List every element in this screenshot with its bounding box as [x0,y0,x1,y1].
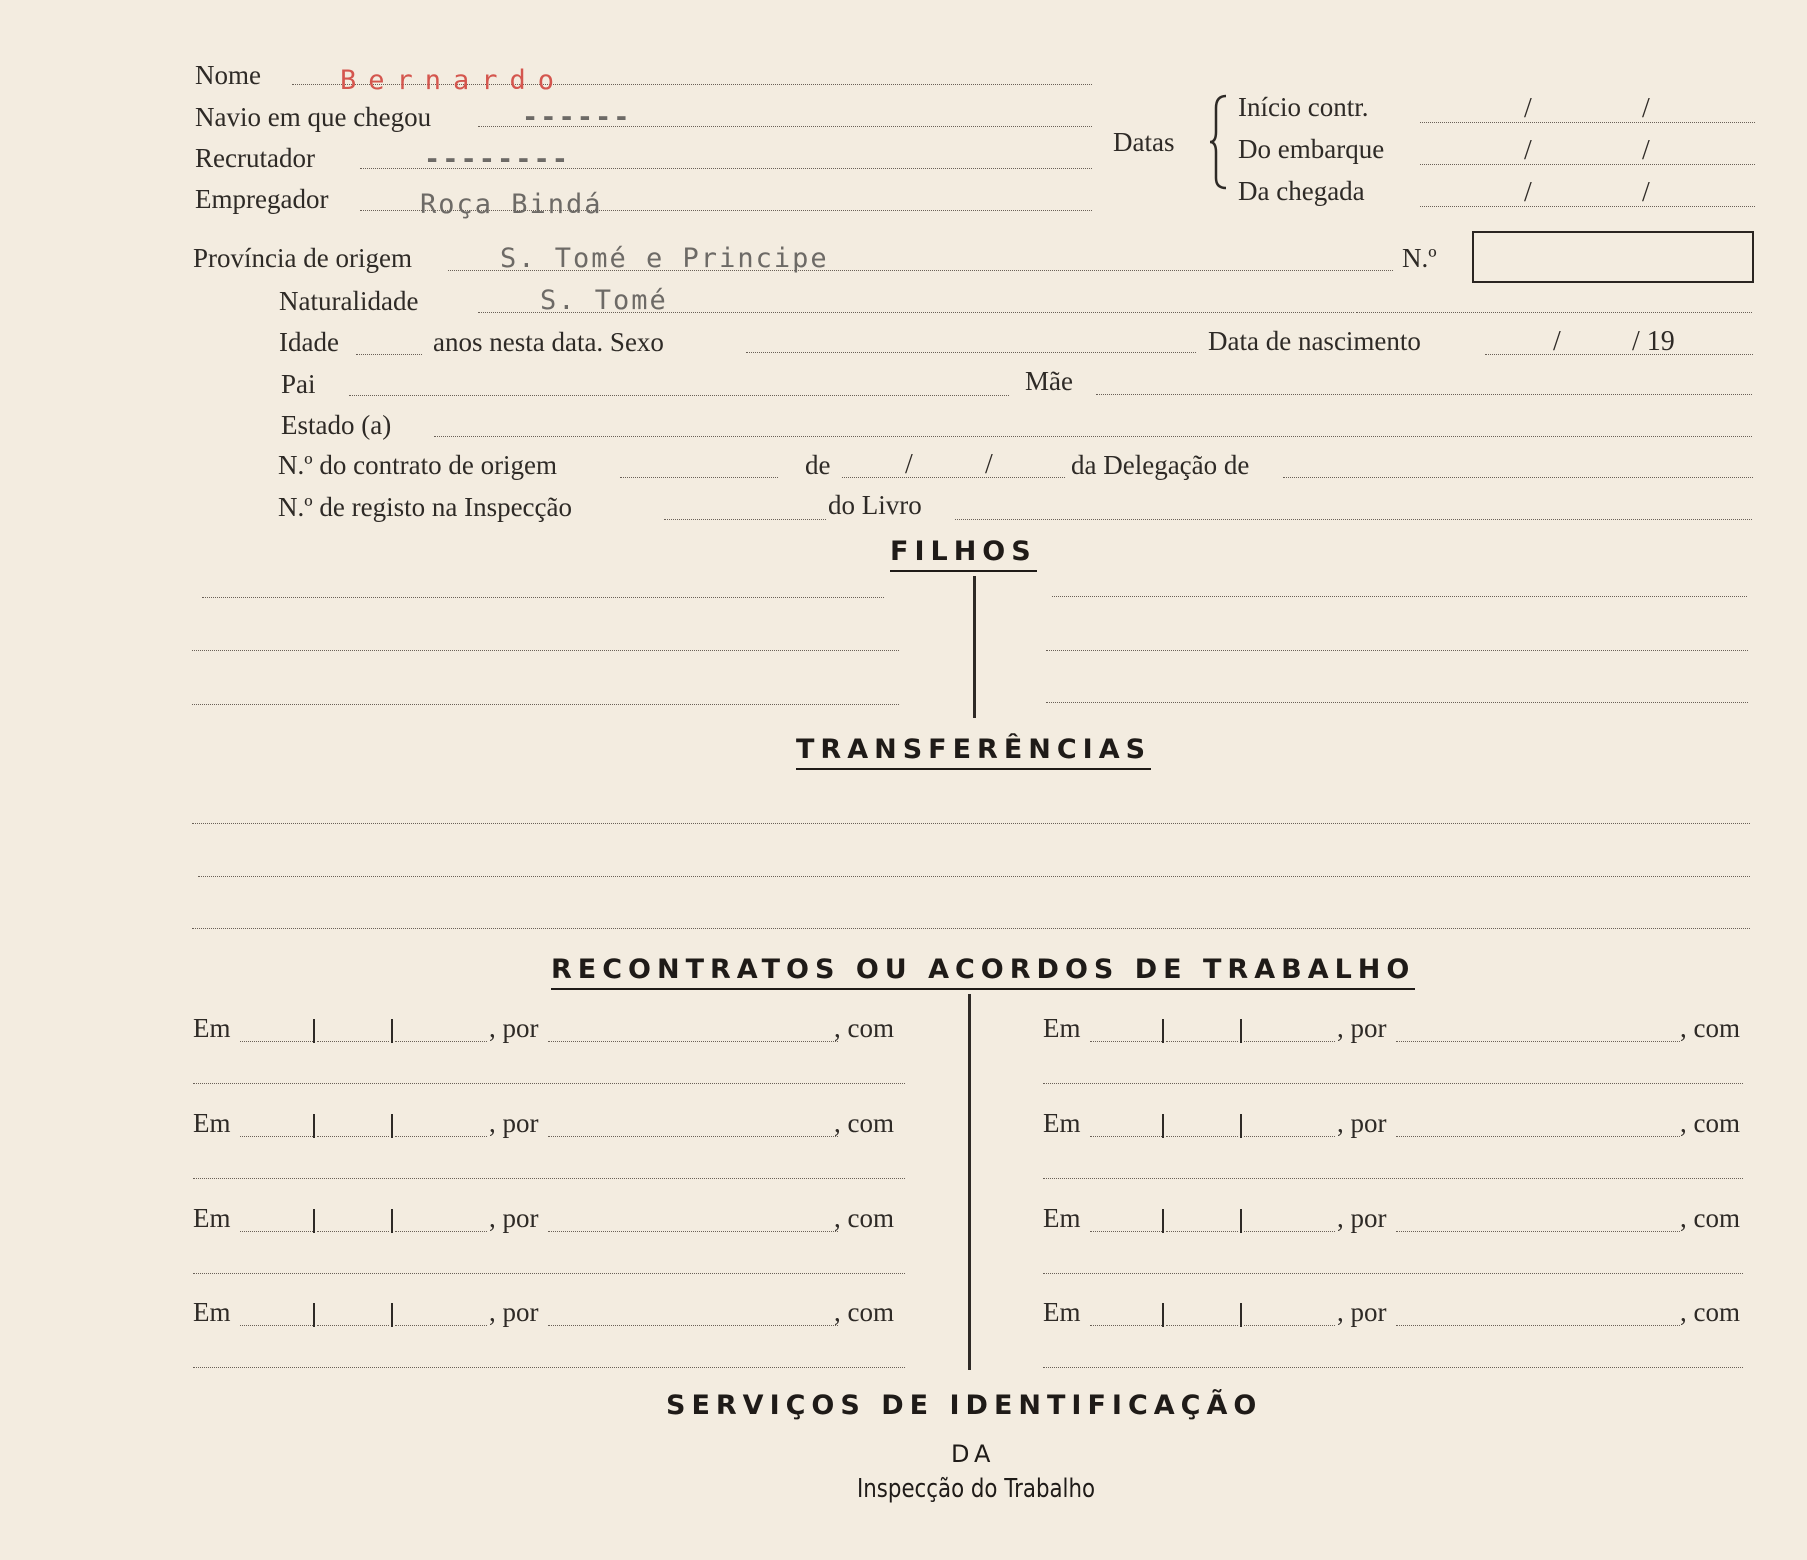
recontrato-year-line[interactable] [1244,1136,1335,1137]
recontrato-separator [1162,1209,1164,1233]
recontrato-com-label: , com [1680,1203,1740,1233]
recontrato-por-line[interactable] [1396,1325,1680,1326]
transferencias-heading: TRANSFERÊNCIAS [796,734,1151,770]
pai-line[interactable] [349,395,1009,396]
recontrato-year-line[interactable] [395,1136,487,1137]
recontrato-com-line[interactable] [1043,1083,1743,1084]
livro-line[interactable] [955,519,1752,520]
navio-label: Navio em que chegou [195,102,432,132]
recontrato-com-label: , com [1680,1108,1740,1138]
footer-inspeccao: Inspecção do Trabalho [857,1474,1096,1504]
recontrato-year-line[interactable] [395,1041,487,1042]
recontrato-com-line[interactable] [1043,1367,1743,1368]
recontrato-com-line[interactable] [193,1083,905,1084]
inicio-contr-line[interactable] [1420,122,1755,123]
recontrato-com-label: , com [1680,1297,1740,1327]
do-embarque-line[interactable] [1420,164,1755,165]
estado-label: Estado (a) [281,410,392,440]
date-slash: / [1642,93,1650,124]
recontrato-por-line[interactable] [548,1041,838,1042]
date-slash: / [1524,135,1532,166]
recontrato-por-label: , por [489,1297,539,1327]
transferencias-line[interactable] [198,876,1750,877]
recontrato-day-line[interactable] [240,1041,313,1042]
delegacao-line[interactable] [1283,477,1753,478]
recontrato-por-label: , por [1337,1297,1387,1327]
data-nascimento-line[interactable] [1485,354,1753,355]
recontrato-year-line[interactable] [395,1231,487,1232]
recontrato-separator [313,1019,315,1043]
recontrato-por-label: , por [489,1203,539,1233]
recontrato-separator [391,1114,393,1138]
recontrato-month-line[interactable] [317,1041,389,1042]
inicio-contr-label: Início contr. [1238,92,1369,122]
recontrato-em-label: Em [1043,1013,1081,1043]
recrutador-label: Recrutador [195,143,315,173]
date-slash: / [905,449,913,480]
recontrato-por-label: , por [489,1013,539,1043]
estado-line[interactable] [434,436,1752,437]
recontrato-em-label: Em [193,1203,231,1233]
recontrato-com-label: , com [834,1013,894,1043]
recontrato-com-label: , com [834,1203,894,1233]
provincia-value: S. Tomé e Principe [500,243,829,274]
naturalidade-line-ext[interactable] [1356,312,1752,313]
recontrato-month-line[interactable] [1166,1041,1238,1042]
empregador-value: Roça Bindá [420,189,603,220]
do-embarque-label: Do embarque [1238,134,1385,164]
recontrato-por-line[interactable] [1396,1231,1680,1232]
recontratos-heading: RECONTRATOS OU ACORDOS DE TRABALHO [551,954,1415,990]
filhos-line[interactable] [202,597,884,598]
recontrato-em-label: Em [1043,1297,1081,1327]
recontrato-por-label: , por [1337,1108,1387,1138]
recontrato-month-line[interactable] [1166,1231,1238,1232]
nome-label: Nome [195,60,261,90]
filhos-heading: FILHOS [890,536,1037,572]
transferencias-line[interactable] [192,823,1750,824]
recontrato-separator [1240,1209,1242,1233]
filhos-line[interactable] [1046,650,1748,651]
recontrato-day-line[interactable] [240,1231,313,1232]
idade-label: Idade [279,327,339,357]
filhos-line[interactable] [1052,596,1747,597]
recontrato-separator [1162,1303,1164,1327]
mae-line[interactable] [1096,394,1752,395]
navio-value: ------ [522,102,632,133]
recontrato-com-line[interactable] [193,1273,905,1274]
recontrato-month-line[interactable] [317,1231,389,1232]
filhos-line[interactable] [192,704,899,705]
date-slash: / [1642,135,1650,166]
recontrato-separator [1162,1019,1164,1043]
provincia-label: Província de origem [193,243,412,273]
recontratos-divider [968,994,971,1370]
recontrato-por-line[interactable] [1396,1041,1680,1042]
recontrato-month-line[interactable] [317,1325,389,1326]
date-slash: / [985,449,993,480]
recontrato-month-line[interactable] [317,1136,389,1137]
recontrato-separator [1240,1114,1242,1138]
recontrato-por-line[interactable] [548,1325,838,1326]
recontrato-com-label: , com [834,1297,894,1327]
filhos-divider [973,576,976,718]
recontrato-com-line[interactable] [193,1178,905,1179]
mae-label: Mãe [1025,366,1073,396]
recontrato-year-line[interactable] [395,1325,487,1326]
recontrato-com-line[interactable] [1043,1273,1743,1274]
filhos-line[interactable] [192,650,899,651]
recontrato-em-label: Em [193,1108,231,1138]
naturalidade-label: Naturalidade [279,286,419,316]
recontrato-separator [1162,1114,1164,1138]
naturalidade-value: S. Tomé [540,285,668,316]
livro-label: do Livro [828,490,922,520]
recontrato-day-line[interactable] [1090,1136,1162,1137]
date-slash: / [1642,177,1650,208]
recontrato-separator [313,1114,315,1138]
date-slash: / [1553,326,1561,357]
registo-label: N.º de registo na Inspecção [278,492,573,522]
sexo-line[interactable] [746,352,1196,353]
recontrato-por-label: , por [1337,1203,1387,1233]
recontrato-com-line[interactable] [193,1367,905,1368]
recontrato-month-line[interactable] [1166,1136,1238,1137]
recontrato-separator [391,1303,393,1327]
numero-box[interactable] [1472,231,1754,283]
recontrato-day-line[interactable] [1090,1325,1162,1326]
anos-sexo-label: anos nesta data. Sexo [433,327,664,357]
recontrato-por-line[interactable] [1396,1136,1680,1137]
recontrato-separator [313,1303,315,1327]
da-chegada-label: Da chegada [1238,176,1365,206]
recontrato-year-line[interactable] [1244,1325,1335,1326]
recontrato-day-line[interactable] [1090,1231,1162,1232]
recontrato-month-line[interactable] [1166,1325,1238,1326]
recontrato-com-line[interactable] [1043,1178,1743,1179]
datas-brace [1208,94,1232,190]
data-nascimento-label: Data de nascimento [1208,326,1421,356]
recontrato-day-line[interactable] [240,1136,313,1137]
recontrato-day-line[interactable] [240,1325,313,1326]
filhos-line[interactable] [1046,702,1748,703]
footer-servicos: SERVIÇOS DE IDENTIFICAÇÃO [666,1390,1263,1421]
recontrato-com-label: , com [1680,1013,1740,1043]
date-slash: / [1524,93,1532,124]
recontrato-year-line[interactable] [1244,1231,1335,1232]
transferencias-line[interactable] [192,928,1750,929]
registo-line[interactable] [664,519,826,520]
recrutador-value: -------- [424,144,571,175]
numero-label: N.º [1402,243,1437,273]
recontrato-por-label: , por [489,1108,539,1138]
recontrato-em-label: Em [1043,1108,1081,1138]
pai-label: Pai [281,369,316,399]
idade-line[interactable] [356,354,422,355]
datas-label: Datas [1113,127,1175,157]
recontrato-por-label: , por [1337,1013,1387,1043]
recontrato-separator [391,1019,393,1043]
recontrato-em-label: Em [193,1297,231,1327]
delegacao-label: da Delegação de [1071,450,1250,480]
recontrato-separator [1240,1019,1242,1043]
recontrato-separator [313,1209,315,1233]
nasc-year-prefix: / 19 [1632,326,1675,357]
recontrato-day-line[interactable] [1090,1041,1162,1042]
contrato-line[interactable] [620,477,778,478]
contrato-label: N.º do contrato de origem [278,450,558,480]
recontrato-por-line[interactable] [548,1136,838,1137]
recontrato-em-label: Em [193,1013,231,1043]
contrato-date-line[interactable] [842,477,1065,478]
da-chegada-line[interactable] [1420,206,1755,207]
recontrato-com-label: , com [834,1108,894,1138]
nome-value: Bernardo [340,65,567,96]
recontrato-em-label: Em [1043,1203,1081,1233]
recontrato-por-line[interactable] [548,1231,838,1232]
date-slash: / [1524,177,1532,208]
recontrato-year-line[interactable] [1244,1041,1335,1042]
recontrato-separator [391,1209,393,1233]
de-label: de [805,450,831,480]
footer-da: DA [951,1440,996,1468]
empregador-label: Empregador [195,184,329,214]
recontrato-separator [1240,1303,1242,1327]
